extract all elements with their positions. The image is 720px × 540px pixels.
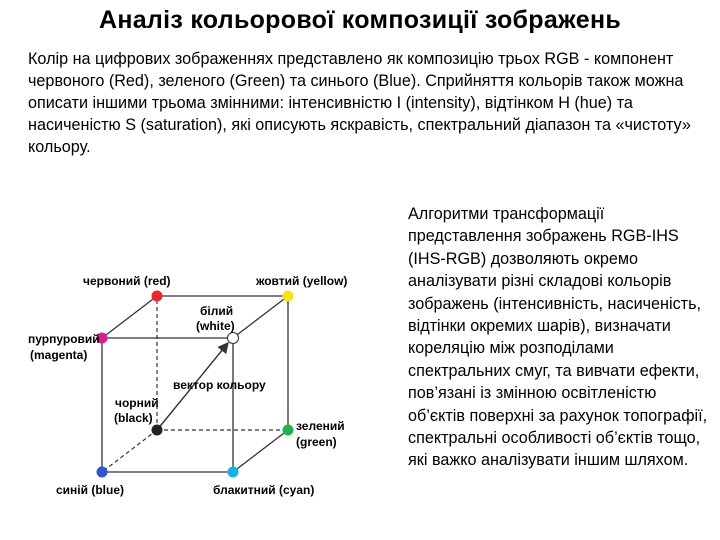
label-blue: синій (blue) <box>56 483 125 497</box>
cube-edge <box>233 430 288 472</box>
cube-edge-hidden <box>102 430 157 472</box>
label-green-2: (green) <box>296 435 337 449</box>
green-vertex <box>283 425 294 436</box>
label-color-vector: вектор кольору <box>173 378 266 392</box>
slide-title: Аналіз кольорової композиції зображень <box>98 6 622 34</box>
cyan-vertex <box>228 467 239 478</box>
label-white-1: білий <box>200 304 234 318</box>
label-red: червоний (red) <box>83 274 171 288</box>
label-black-2: (black) <box>114 411 153 425</box>
cube-edge <box>233 296 288 338</box>
side-paragraph: Алгоритми трансформації представлення зображень RGB-IHS (IHS-RGB) дозволяють окремо аналізувати різні складові кольорів зображень (інтенсивність, насиченість, відтінки окремих шарів), визначати кореляцію між розподілами спектральних смуг, та вивчати ефекти, пов’язані із змінною освітленістю об’єктів поверхні за рахунок топографії, спектральні особливості об’єктів тощо, які важко аналізувати іншим шляхом. <box>408 205 708 470</box>
black-vertex <box>152 425 163 436</box>
blue-vertex <box>97 467 108 478</box>
cube-edge <box>102 296 157 338</box>
label-black-1: чорний <box>115 396 159 410</box>
white-vertex <box>228 333 239 344</box>
label-white-2: (white) <box>196 319 235 333</box>
label-magenta-2: (magenta) <box>30 348 88 362</box>
intro-paragraph: Колір на цифрових зображеннях представлено як композицію трьох RGB - компонент червоного (Red), зеленого (Green) та синього (Blue). Сприйняття кольорів також можна описати іншими трьома змінними: інтенсивністю I (intensity), відтінком H (hue) та насиченістю S (saturation), які описують яскравість, спектральний діапазон та «чистоту» кольору. <box>28 50 691 156</box>
yellow-vertex <box>283 291 294 302</box>
label-cyan: блакитний (cyan) <box>213 483 315 497</box>
red-vertex <box>152 291 163 302</box>
label-green-1: зелений <box>296 419 345 433</box>
label-yellow: жовтий (yellow) <box>256 274 348 288</box>
label-magenta-1: пурпуровий <box>28 332 100 346</box>
